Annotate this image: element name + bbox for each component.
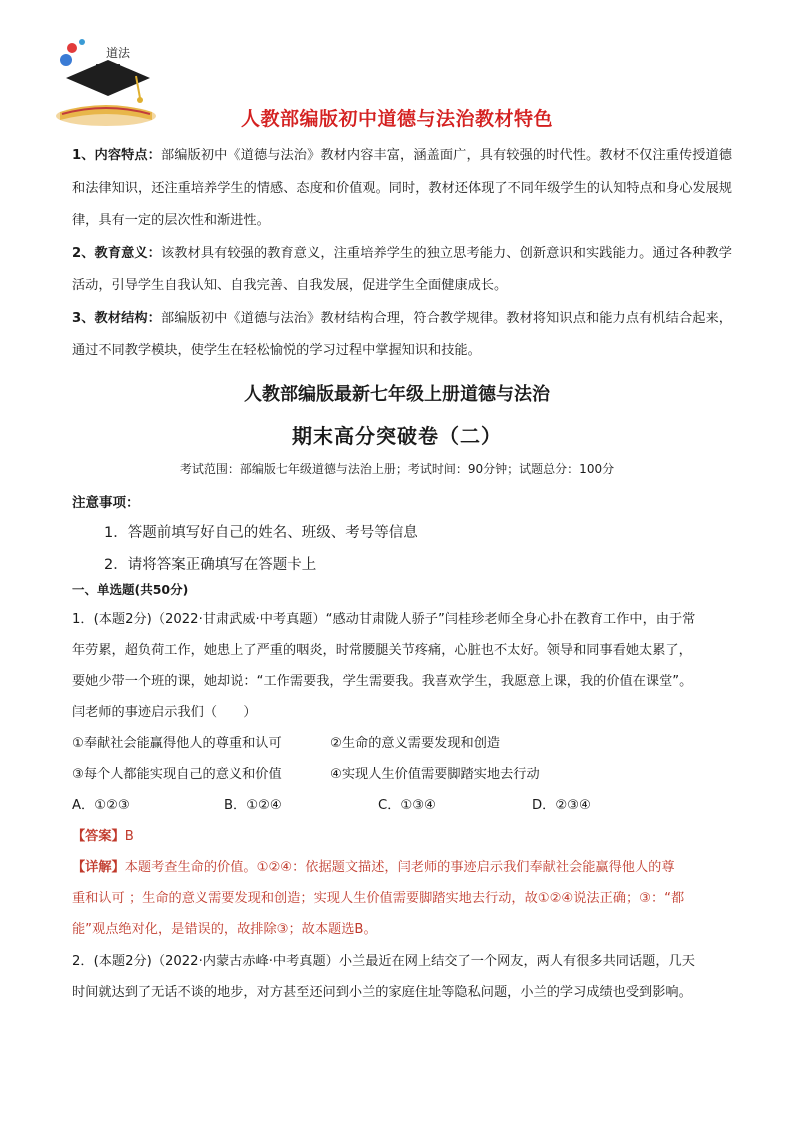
answer-value: B [124, 829, 134, 844]
intro-key: 1、内容特点： [72, 148, 161, 163]
intro-section [72, 140, 732, 368]
intro-paragraph [72, 140, 732, 238]
answer-label: 【答案】 [72, 829, 125, 844]
statement: ①奉献社会能赢得他人的尊重和认可 [72, 736, 282, 751]
question-line: 要她少带一个班的课，她却说：“工作需要我，学生需要我。我喜欢学生，我愿意上课，我的价值在课堂”。 [72, 674, 693, 689]
exam-heading: 人教部编版最新七年级上册道德与法治 [244, 384, 550, 405]
detail-line [72, 852, 736, 883]
intro-text: 该教材具有较强的教育意义，注重培养学生的独立思考能力、创新意识和实践能力。通过各种教学活动，引导学生自我认知、自我完善、自我发展，促进学生全面健康成长。 [72, 245, 732, 293]
option-a: A．①②③ [72, 798, 130, 813]
section-title: 一、单选题(共50分) [72, 582, 189, 597]
question-line: 时间就达到了无话不谈的地步，对方甚至还问到小兰的家庭住址等隐私问题，小兰的学习成绩也受到影响。 [72, 985, 692, 1000]
question-line: 闫老师的事迹启示我们（ ） [72, 705, 257, 720]
question-line: 年劳累，超负荷工作，她患上了严重的咽炎，时常腰腿关节疼痛，心脏也不太好。领导和同事看她太累了， [72, 643, 692, 658]
intro-paragraph [72, 303, 732, 368]
detail-line: 重和认可 ；生命的意义需要发现和创造；实现人生价值需要脚踏实地去行动，故①②④说法正确；③：“都 [72, 891, 685, 906]
option-b: B．①②④ [224, 798, 282, 813]
intro-key: 2、教育意义： [72, 245, 161, 261]
option-c: C．①③④ [378, 798, 436, 813]
detail-text: 本题考查生命的价值。①②④：依据题文描述，闫老师的事迹启示我们奉献社会能赢得他人的尊 [124, 860, 675, 875]
detail-line: 能”观点绝对化，是错误的，故排除③；故本题选B。 [72, 922, 377, 937]
question-line: 2．(本题2分)（2022·内蒙古赤峰·中考真题）小兰最近在网上结交了一个网友，两人有很多共同话题，几天 [72, 954, 695, 969]
intro-key: 3、教材结构： [72, 310, 161, 326]
note-item: 2．请将答案正确填写在答题卡上 [104, 557, 317, 573]
statement: ③每个人都能实现自己的意义和价值 [72, 767, 282, 782]
intro-text: 部编版初中《道德与法治》教材结构合理，符合教学规律。教材将知识点和能力点有机结合起来，通过不同教学模块，使学生在轻松愉悦的学习过程中掌握知识和技能。 [72, 310, 732, 358]
intro-paragraph [72, 238, 732, 303]
logo-label: 道法 [106, 46, 131, 60]
statement-row [72, 759, 736, 790]
option-d: D．②③④ [532, 798, 591, 813]
intro-text: 部编版初中《道德与法治》教材内容丰富，涵盖面广，具有较强的时代性。教材不仅注重传授道德和法律知识，还注重培养学生的情感、态度和价值观。同时，教材还体现了不同年级学生的认知特点和身心发展规律，具有一定的层次性和渐进性。 [72, 148, 732, 228]
detail-label: 【详解】 [72, 860, 125, 875]
notes-title: 注意事项： [72, 495, 140, 511]
statement: ②生命的意义需要发现和创造 [330, 736, 501, 751]
detail-block [72, 852, 736, 945]
options-row [72, 790, 736, 821]
exam-subheading: 期末高分突破卷（二） [292, 424, 502, 448]
exam-info: 考试范围：部编版七年级道德与法治上册；考试时间：90分钟；试题总分：100分 [179, 462, 615, 476]
statement-row [72, 728, 736, 759]
question-line: 1．(本题2分)（2022·甘肃武威·中考真题）“感动甘肃陇人骄子”闫桂珍老师全身心扑在教育工作中，由于常 [72, 612, 696, 627]
answer-line [72, 821, 736, 852]
question-2 [72, 946, 736, 1008]
statement: ④实现人生价值需要脚踏实地去行动 [330, 767, 540, 782]
promo-title: 人教部编版初中道德与法治教材特色 [240, 108, 553, 130]
note-item: 1．答题前填写好自己的姓名、班级、考号等信息 [104, 525, 418, 541]
question-1 [72, 604, 736, 945]
